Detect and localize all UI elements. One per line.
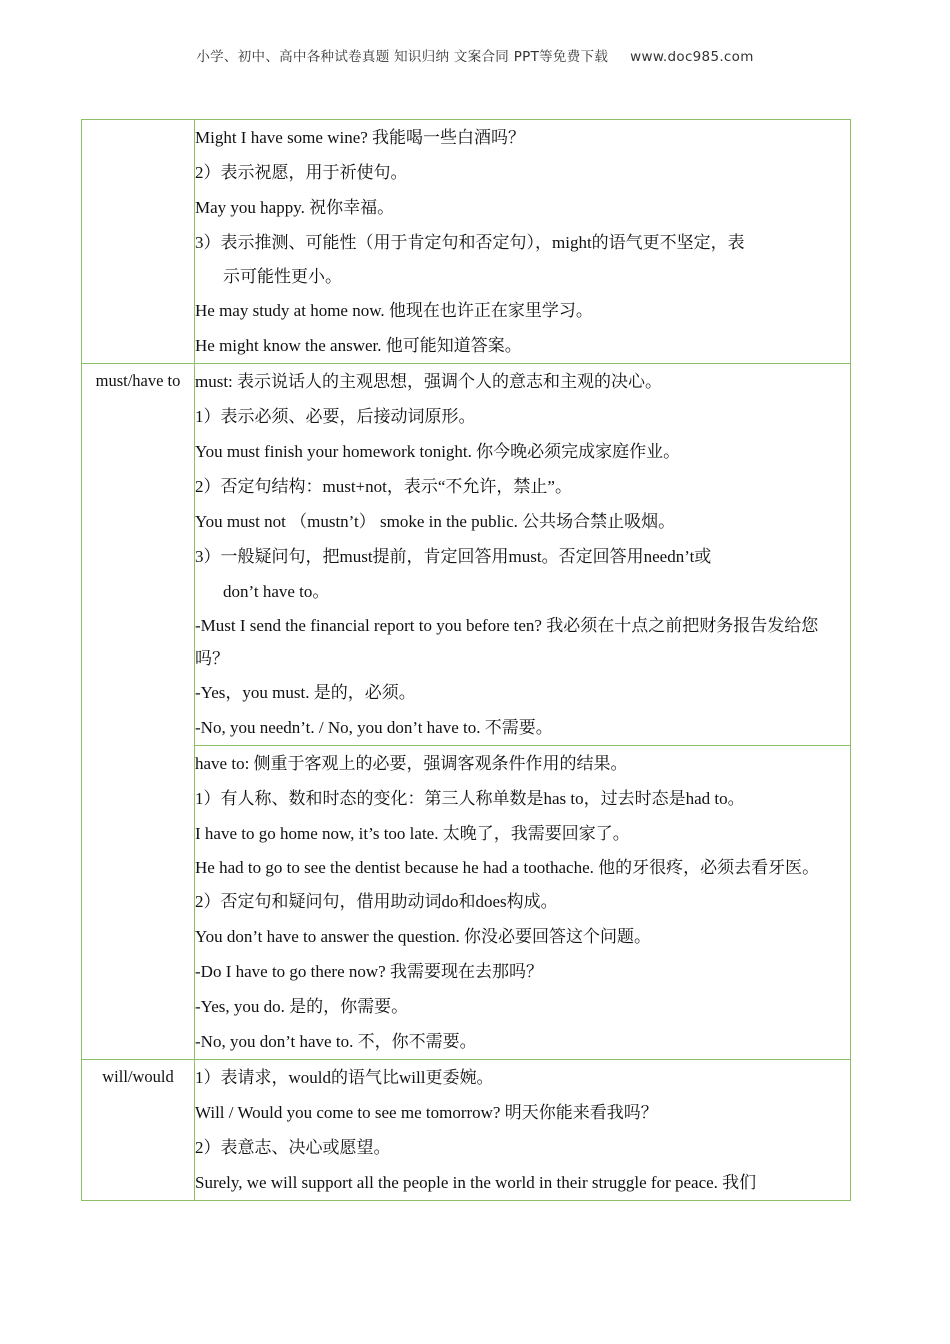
text-line: 2）表示祝愿，用于祈使句。 bbox=[195, 163, 408, 182]
text-line: You must not （mustn’t） smoke in the public. 公共场合禁止吸烟。 bbox=[195, 512, 676, 531]
text-line: -No, you don’t have to. 不，你不需要。 bbox=[195, 1032, 477, 1051]
text-line: 示可能性更小。 bbox=[223, 267, 342, 286]
text-line: I have to go home now, it’s too late. 太晚了，我需要回家了。 bbox=[195, 824, 630, 843]
table-row bbox=[82, 120, 851, 364]
table-row bbox=[82, 364, 851, 746]
text-line: -Must I send the financial report to you before ten? 我必须在十点之前把财务报告发给您吗？ bbox=[195, 616, 819, 668]
row-content-have-to bbox=[195, 746, 851, 1060]
text-line: You don’t have to answer the question. 你没必要回答这个问题。 bbox=[195, 927, 651, 946]
text-line: 1）表请求，would的语气比will更委婉。 bbox=[195, 1068, 494, 1087]
table-row bbox=[82, 746, 851, 1060]
row-label: must/have to bbox=[82, 364, 195, 1060]
text-line: May you happy. 祝你幸福。 bbox=[195, 198, 395, 217]
text-line: You must finish your homework tonight. 你今晚必须完成家庭作业。 bbox=[195, 442, 681, 461]
text-line: He had to go to see the dentist because he had a toothache. 他的牙很疼，必须去看牙医。 bbox=[195, 858, 820, 877]
text-line: -Yes，you must. 是的，必须。 bbox=[195, 683, 416, 702]
row-content-must bbox=[195, 364, 851, 746]
text-line: Will / Would you come to see me tomorrow? 明天你能来看我吗？ bbox=[195, 1103, 658, 1122]
row-label: will/would bbox=[82, 1060, 195, 1201]
header-url: www.doc985.com bbox=[630, 49, 754, 65]
row-label bbox=[82, 120, 195, 364]
text-line: 2）否定句结构：must+not，表示“不允许，禁止”。 bbox=[195, 477, 572, 496]
text-line: 2）否定句和疑问句，借用助动词do和does构成。 bbox=[195, 892, 558, 911]
row-content bbox=[195, 1060, 851, 1201]
header-text: 小学、初中、高中各种试卷真题 知识归纳 文案合同 PPT等免费下载 bbox=[196, 49, 609, 65]
text-line: -Do I have to go there now? 我需要现在去那吗？ bbox=[195, 962, 543, 981]
text-line: 3）表示推测、可能性（用于肯定句和否定句），might的语气更不坚定，表 bbox=[195, 233, 745, 252]
text-line: He might know the answer. 他可能知道答案。 bbox=[195, 336, 522, 355]
text-line: -No, you needn’t. / No, you don’t have to. 不需要。 bbox=[195, 718, 553, 737]
page-header bbox=[0, 45, 950, 65]
text-line: He may study at home now. 他现在也许正在家里学习。 bbox=[195, 301, 593, 320]
text-line: -Yes, you do. 是的，你需要。 bbox=[195, 997, 409, 1016]
text-line: don’t have to。 bbox=[223, 582, 330, 601]
grammar-table bbox=[81, 119, 851, 1201]
table-row bbox=[82, 1060, 851, 1201]
text-line: Surely, we will support all the people in the world in their struggle for peace. 我们 bbox=[195, 1173, 757, 1192]
text-line: 1）表示必须、必要，后接动词原形。 bbox=[195, 407, 476, 426]
text-line: Might I have some wine? 我能喝一些白酒吗？ bbox=[195, 128, 526, 147]
text-line: must: 表示说话人的主观思想，强调个人的意志和主观的决心。 bbox=[195, 372, 663, 391]
text-line: 3）一般疑问句，把must提前，肯定回答用must。否定回答用needn’t或 bbox=[195, 547, 712, 566]
text-line: have to: 侧重于客观上的必要，强调客观条件作用的结果。 bbox=[195, 754, 628, 773]
text-line: 2）表意志、决心或愿望。 bbox=[195, 1138, 391, 1157]
text-line: 1）有人称、数和时态的变化：第三人称单数是has to，过去时态是had to。 bbox=[195, 789, 745, 808]
row-content bbox=[195, 120, 851, 364]
